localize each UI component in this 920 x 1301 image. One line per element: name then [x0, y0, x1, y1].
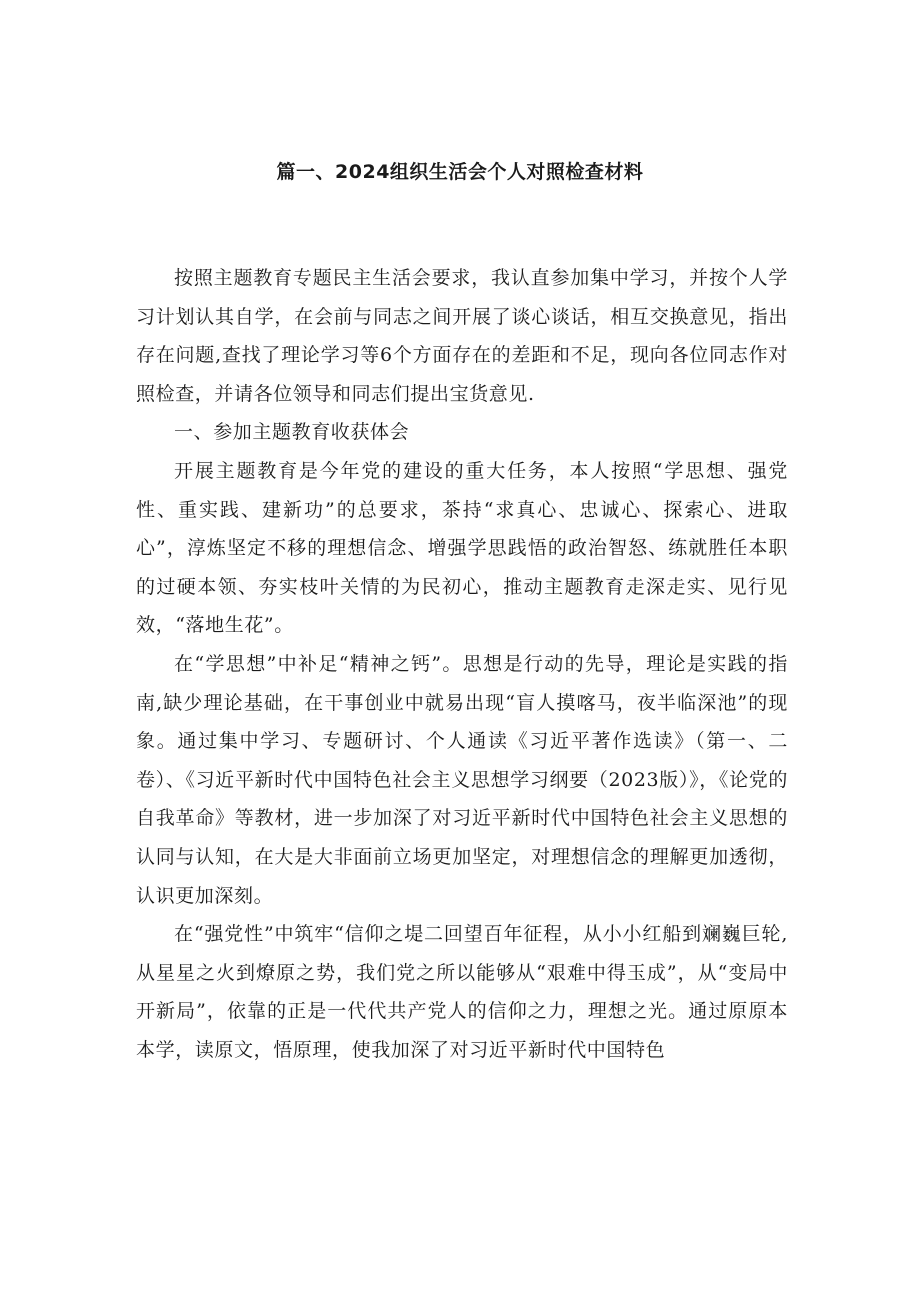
paragraph-intro: 按照主题教育专题民主生活会要求，我认直参加集中学习，并按个人学习计划认其自学，在会前与同志之间开展了谈心谈话，相互交换意见，指出存在问题,查找了理论学习等6个方面存在的差距和不足，现向各位同志作对照检查，并请各位领导和同志们提出宝货意见. — [136, 267, 788, 405]
document-body — [136, 259, 788, 1069]
paragraph-study-thought: 在“学思想”中补足“精神之钙”。思想是行动的先导，理论是实践的指南,缺少理论基础，在干事创业中就易出现“盲人摸喀马，夜半临深池”的现象。通过集中学习、专题研讨、个人通读《习近平著作选读》（第一、二卷）、《习近平新时代中国特色社会主义思想学习纲要（2023版）》，《论党的自我革命》等教材，进一步加深了对习近平新时代中国特色社会主义思想的认同与认知，在大是大非面前立场更加坚定，对理想信念的理解更加透彻，认识更加深刻。 — [136, 652, 788, 907]
paragraph-theme-education: 开展主题教育是今年党的建设的重大任务，本人按照“学思想、强党性、重实践、建新功”的总要求，茶持“求真心、忠诚心、探索心、进取心”，淳炼坚定不移的理想信念、增强学思践悟的政治智怒、练就胜任本职的过硬本领、夯实枝叶关情的为民初心，推动主题教育走深走实、见行见效，“落地生花”。 — [136, 459, 788, 637]
document-title: 篇一、2024组织生活会个人对照检查材料 — [276, 161, 644, 183]
paragraph-party-spirit: 在“强党性”中筑牢“信仰之堤二回望百年征程，从小小红船到斓巍巨轮,从星星之火到燎原之势，我们党之所以能够从“艰难中得玉成”，从“变局中开新局”，依靠的正是一代代共产党人的信仰之力，理想之光。通过原原本本学，读原文，悟原理，使我加深了对习近平新时代中国特色 — [136, 923, 788, 1061]
section-heading: 一、参加主题教育收获体会 — [174, 421, 410, 444]
